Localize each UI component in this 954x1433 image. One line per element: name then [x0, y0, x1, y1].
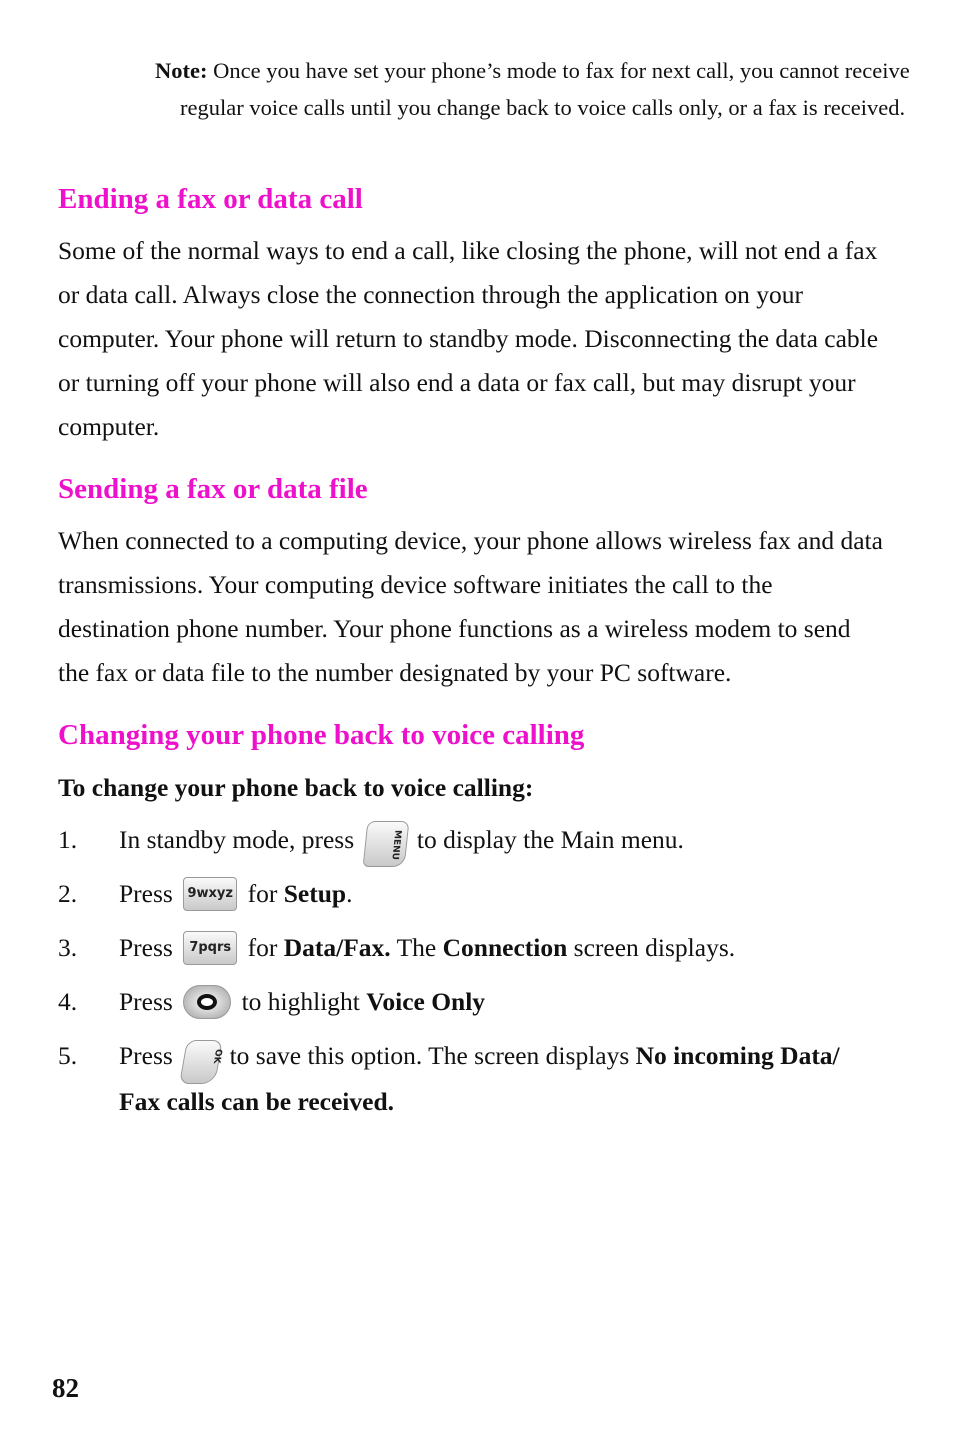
paragraph-sending-fax-data-file: When connected to a computing device, your phone allows wireless fax and data transmissions. Your computing device software initiates the call to the destination phone number. Your phone functions as a wireless modem to send the fax or data file to the number designated by your PC software. [58, 526, 883, 687]
menu-option-data-fax: Data/Fax. [283, 933, 391, 962]
step-number: 4. [58, 987, 78, 1016]
ok-key-label: OK [210, 1049, 224, 1064]
step-number: 1. [58, 825, 78, 854]
key-7-icon [183, 931, 237, 965]
procedure-title: To change your phone back to voice calling: [58, 773, 534, 802]
step-text-mid2: The [396, 933, 437, 962]
menu-option-setup: Setup [283, 879, 347, 908]
menu-key-icon [362, 821, 409, 867]
ok-key-icon [179, 1040, 223, 1084]
heading-changing-to-voice-calling: Changing your phone back to voice calling [58, 719, 585, 751]
step-text-pre: Press [119, 933, 173, 962]
heading-sending-fax-data-file: Sending a fax or data file [58, 473, 368, 505]
key-9-label: 9wxyz [187, 886, 233, 902]
step-text [119, 980, 879, 1024]
option-voice-only: Voice Only [366, 987, 486, 1016]
step-text-mid: for [247, 879, 278, 908]
heading-ending-fax-data-call: Ending a fax or data call [58, 183, 363, 215]
step-text-mid: to highlight [241, 987, 360, 1016]
note-text: Once you have set your phone’s mode to fax for next call, you cannot receive regular voice calls until you change back to voice calls only, or a fax is received. [180, 58, 910, 120]
step-text-mid: for [247, 933, 278, 962]
note-label: Note: [155, 58, 208, 83]
step-number: 2. [58, 879, 78, 908]
key-9-icon [183, 877, 237, 911]
step-text [119, 872, 879, 916]
step-text-pre: Press [119, 1041, 173, 1070]
paragraph-ending-fax-data-call: Some of the normal ways to end a call, like closing the phone, will not end a fax or data call. Always close the connection through the application on your computer. Your phone will return to standby mode. Disconnecting the data cable or turning off your phone will also end a data or fax call, but may disrupt your computer. [58, 236, 879, 441]
step-text [119, 926, 879, 970]
step-text-post: screen displays. [573, 933, 736, 962]
step-number: 5. [58, 1041, 78, 1070]
note [155, 52, 910, 126]
step-text-pre: In standby mode, press [119, 825, 355, 854]
step-number: 3. [58, 933, 78, 962]
step-text-post: to display the Main menu. [416, 825, 684, 854]
step-text-pre: Press [119, 987, 173, 1016]
page-number: 82 [52, 1373, 79, 1403]
step-text [119, 818, 879, 865]
step-text-post: . [346, 879, 353, 908]
step-text [119, 1034, 879, 1124]
step-text-mid: to save this option. The screen displays [229, 1041, 630, 1070]
menu-key-label: MENU [388, 830, 402, 861]
screen-message: No incoming Data/ Fax calls can be received. [119, 1041, 840, 1117]
navigation-key-icon [183, 985, 231, 1019]
key-7-label: 7pqrs [189, 940, 232, 956]
screen-name-connection: Connection [442, 933, 568, 962]
step-text-pre: Press [119, 879, 173, 908]
